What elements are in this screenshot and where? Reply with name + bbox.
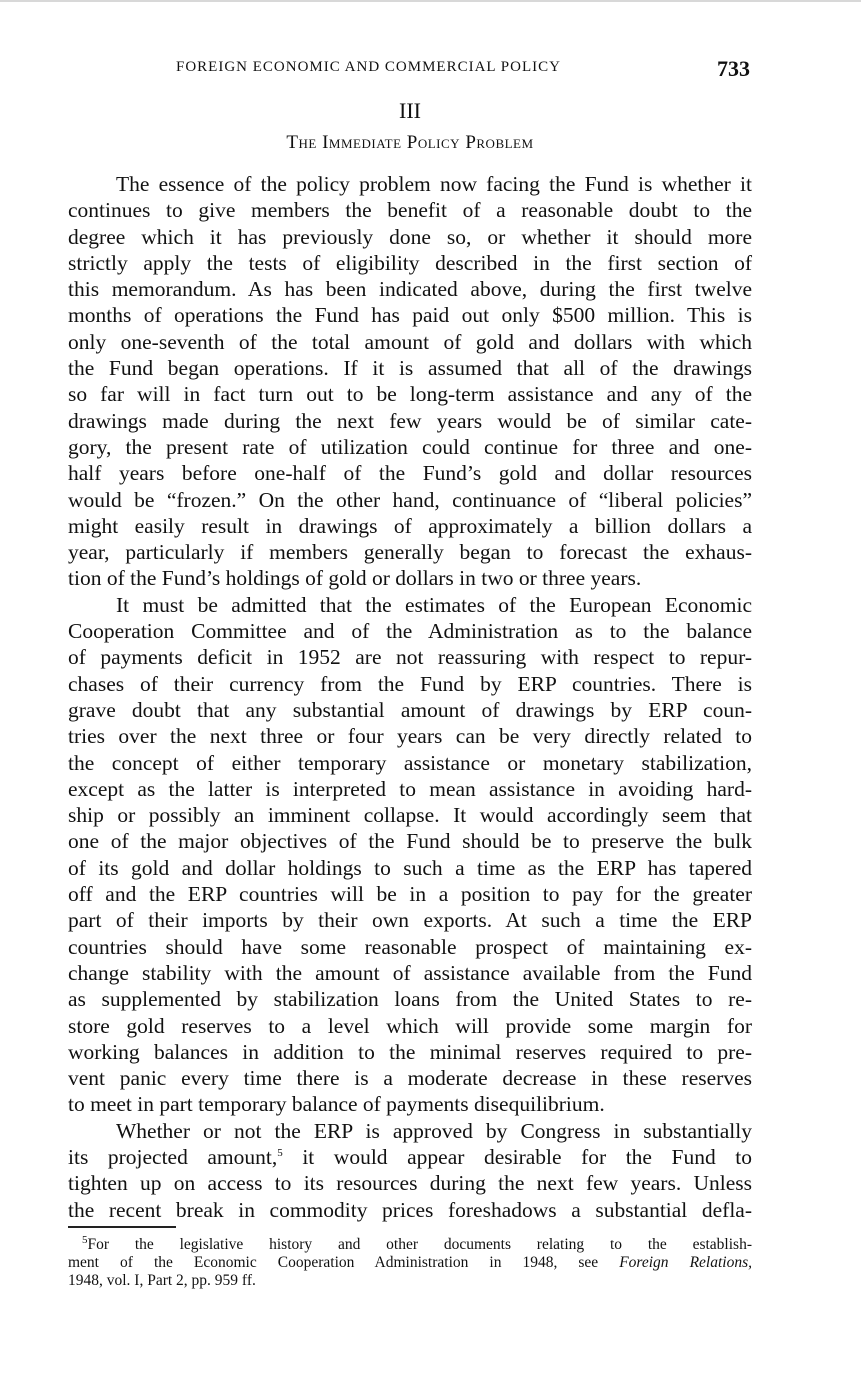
text-line: off and the ERP countries will be in a position to pay for the greater (68, 882, 752, 907)
text-fragment: its projected amount, (68, 1144, 278, 1169)
text-line: continues to give members the benefit of a reasonable doubt to the (68, 198, 752, 223)
text-line: Cooperation Committee and of the Administration as to the balance (68, 619, 752, 644)
text-line: change stability with the amount of assistance available from the Fund (68, 960, 752, 985)
top-border-line (0, 0, 861, 2)
text-line: gory, the present rate of utilization could continue for three and one- (68, 434, 752, 459)
text-line: vent panic every time there is a moderate decrease in these reserves (68, 1066, 752, 1091)
running-title: FOREIGN ECONOMIC AND COMMERCIAL POLICY (176, 59, 561, 75)
footnote-divider (68, 1226, 176, 1228)
text-line: strictly apply the tests of eligibility described in the first section of (68, 250, 752, 275)
text-line: tion of the Fund’s holdings of gold or dollars in two or three years. (68, 566, 642, 591)
text-line: to meet in part temporary balance of payments disequilibrium. (68, 1092, 605, 1117)
footnote-line (68, 1254, 752, 1272)
text-line: so far will in fact turn out to be long-term assistance and any of the (68, 382, 752, 407)
footnote-text: ment of the Economic Cooperation Administration in 1948, see (68, 1254, 620, 1271)
text-line: year, particularly if members generally began to forecast the exhaus- (68, 540, 752, 565)
running-head (68, 56, 752, 80)
text-line: tighten up on access to its resources during the next few years. Unless (68, 1171, 752, 1196)
text-line: except as the latter is interpreted to mean assistance in avoiding hard- (68, 776, 752, 801)
footnote-line (82, 1233, 752, 1254)
text-line: drawings made during the next few years would be of similar cate- (68, 408, 752, 433)
text-line: might easily result in drawings of approximately a billion dollars a (68, 513, 752, 538)
text-line: this memorandum. As has been indicated above, during the first twelve (68, 277, 752, 302)
text-line: chases of their currency from the Fund by ERP countries. There is (68, 671, 752, 696)
text-line: working balances in addition to the minimal reserves required to pre- (68, 1039, 752, 1064)
text-line: Whether or not the ERP is approved by Congress in substantially (116, 1118, 752, 1143)
text-line: half years before one-half of the Fund’s gold and dollar resources (68, 461, 752, 486)
footnotes (68, 1233, 752, 1290)
footnote-reference[interactable]: 5 (277, 1146, 283, 1159)
text-line: part of their imports by their own exports. At such a time the ERP (68, 908, 752, 933)
paragraph (68, 592, 752, 1118)
text-line: tries over the next three or four years can be very directly related to (68, 724, 752, 749)
text-line: would be “frozen.” On the other hand, continuance of “liberal policies” (68, 487, 752, 512)
text-line: The essence of the policy problem now facing the Fund is whether it (116, 172, 752, 196)
text-line: of payments deficit in 1952 are not reassuring with respect to repur- (68, 645, 752, 670)
page-number: 733 (717, 56, 750, 81)
text-line: It must be admitted that the estimates of the European Economic (116, 592, 752, 617)
footnote-citation-title: Foreign Relations, (619, 1254, 752, 1271)
footnote-line (68, 1272, 752, 1290)
text-line: the Fund began operations. If it is assumed that all of the drawings (68, 356, 752, 381)
text-line: one of the major objectives of the Fund should be to preserve the bulk (68, 829, 752, 854)
text-line: months of operations the Fund has paid out only $500 million. This is (68, 303, 752, 328)
body-text (68, 171, 752, 1223)
footnote-marker: 5 (82, 1233, 88, 1246)
footnote-text: 1948, vol. I, Part 2, pp. 959 ff. (68, 1272, 256, 1289)
text-line: only one-seventh of the total amount of gold and dollars with which (68, 329, 752, 354)
text-line: store gold reserves to a level which will provide some margin for (68, 1013, 752, 1038)
section-title: The Immediate Policy Problem (286, 132, 534, 153)
text-line: of its gold and dollar holdings to such a time as the ERP has tapered (68, 855, 752, 880)
text-line-with-footnote-ref (68, 1144, 752, 1170)
text-line: degree which it has previously done so, or whether it should more (68, 224, 752, 249)
text-line: countries should have some reasonable prospect of maintaining ex- (68, 934, 752, 959)
text-line: as supplemented by stabilization loans from the United States to re- (68, 987, 752, 1012)
text-line: grave doubt that any substantial amount of drawings by ERP coun- (68, 697, 752, 722)
text-line: ship or possibly an imminent collapse. It would accordingly seem that (68, 803, 752, 828)
paragraph (68, 171, 752, 592)
footnote-text: For the legislative history and other documents relating to the establish- (87, 1236, 752, 1253)
text-line: the concept of either temporary assistance or monetary stabilization, (68, 750, 752, 775)
section-numeral: III (399, 98, 421, 123)
text-fragment: it would appear desirable for the Fund to (282, 1144, 752, 1169)
text-line: the recent break in commodity prices foreshadows a substantial defla- (68, 1197, 752, 1222)
paragraph (68, 1118, 752, 1223)
